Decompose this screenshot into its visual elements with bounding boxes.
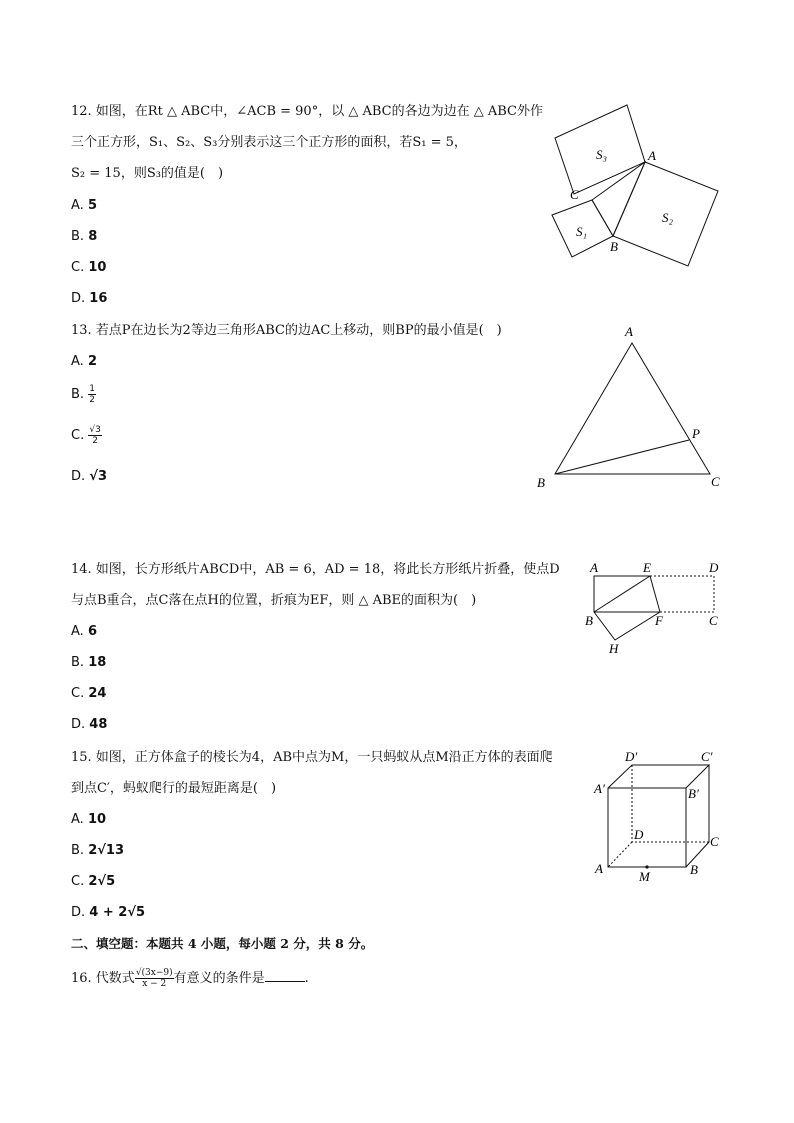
q14-option-a[interactable]: A. 6: [71, 624, 97, 639]
q12-figure: [540, 95, 730, 275]
label-c1: C′: [701, 749, 713, 764]
q13-figure: [530, 318, 730, 493]
label-m: M: [639, 869, 650, 884]
q14-option-d[interactable]: D. 48: [71, 717, 108, 732]
q12-option-d[interactable]: D. 16: [71, 291, 108, 306]
dashed-original: [650, 576, 714, 612]
label-a: A: [625, 324, 633, 339]
q12-stem-line1: 12. 如图，在Rt △ ABC中，∠ACB = 90°，以 △ ABC的各边为边在 △ ABC外作: [71, 104, 543, 119]
q12-stem-line3: S₂ = 15，则S₃的值是( ): [71, 166, 224, 181]
q16-stem: [71, 968, 309, 989]
label-a: A: [648, 148, 656, 163]
label-e: E: [643, 560, 651, 575]
label-c: C: [709, 613, 718, 628]
label-s1: S₁: [576, 224, 588, 239]
label-b1: B′: [688, 786, 699, 801]
label-a1: A′: [594, 781, 605, 796]
answer-blank[interactable]: [265, 969, 305, 982]
q16-fraction: $\frac{√(3x-9)}{x - 2}$: [135, 968, 173, 989]
q16-suffix: 有意义的条件是: [173, 971, 265, 986]
label-d: D: [634, 827, 644, 842]
q14-stem-line1: 14. 如图，长方形纸片ABCD中，AB = 6，AD = 18，将此长方形纸片折叠，使点D: [71, 562, 560, 577]
label-c: C: [710, 834, 719, 849]
q15-stem-line1: 15. 如图，正方体盒子的棱长为4，AB中点为M，一只蚂蚁从点M沿正方体的表面爬: [71, 750, 553, 765]
label-b: B: [610, 239, 618, 254]
triangle-abc: [592, 162, 645, 236]
label-d: D: [709, 560, 719, 575]
q14-stem-line2: 与点B重合，点C落在点H的位置，折痕为EF，则 △ ABE的面积为( ): [71, 593, 477, 608]
label-c: C: [570, 187, 579, 202]
q15-stem-line2: 到点C′，蚂蚁爬行的最短距离是( ): [71, 781, 277, 796]
q15-option-b[interactable]: B. 2√13: [71, 843, 125, 858]
label-d1: D′: [625, 749, 638, 764]
q13-stem-line1: 13. 若点P在边长为2等边三角形ABC的边AC上移动，则BP的最小值是( ): [71, 323, 502, 338]
label-h: H: [609, 641, 619, 656]
section-heading: 二、填空题：本题共 4 小题，每小题 2 分，共 8 分。: [71, 936, 374, 951]
q14-option-c[interactable]: C. 24: [71, 686, 107, 701]
cube-front-face: [608, 788, 686, 867]
label-b: B: [690, 862, 698, 877]
q12-option-a[interactable]: A. 5: [71, 198, 97, 213]
q13-option-b[interactable]: B. $\frac{1}{2}$: [71, 384, 95, 405]
label-c: C: [711, 474, 720, 489]
q13-option-c[interactable]: C. $\frac{√3}{2}$: [71, 425, 101, 446]
label-b: B: [585, 613, 593, 628]
cube-right-edges: [686, 765, 709, 867]
q12-option-c[interactable]: C. 10: [71, 260, 107, 275]
cube-top-edges: [608, 765, 709, 788]
label-s2: S₂: [662, 210, 674, 225]
label-b: B: [537, 475, 545, 490]
q16-prefix: 16. 代数式: [71, 971, 135, 986]
q15-option-c[interactable]: C. 2√5: [71, 874, 116, 889]
q15-figure: [590, 745, 725, 885]
q13-option-d[interactable]: D. √3: [71, 469, 108, 484]
label-f: F: [655, 613, 663, 628]
q12-stem-line2: 三个正方形，S₁、S₂、S₃分别表示这三个正方形的面积，若S₁ = 5，: [71, 135, 467, 150]
rect-left-part: [594, 576, 660, 612]
q12-option-b[interactable]: B. 8: [71, 229, 98, 244]
label-a: A: [595, 861, 603, 876]
segment-bp: [555, 440, 689, 474]
label-p: P: [692, 426, 700, 441]
folded-part: [594, 576, 660, 640]
q15-option-a[interactable]: A. 10: [71, 812, 107, 827]
q13-option-a[interactable]: A. 2: [71, 354, 97, 369]
q16-end: .: [304, 971, 309, 986]
label-s3: S₃: [596, 147, 608, 162]
q14-figure: [582, 558, 727, 660]
label-a: A: [590, 560, 598, 575]
cube-hidden-diagonal: [608, 842, 632, 867]
q15-option-d[interactable]: D. 4 + 2√5: [71, 905, 146, 920]
segment-be: [594, 576, 650, 612]
q14-option-b[interactable]: B. 18: [71, 655, 107, 670]
